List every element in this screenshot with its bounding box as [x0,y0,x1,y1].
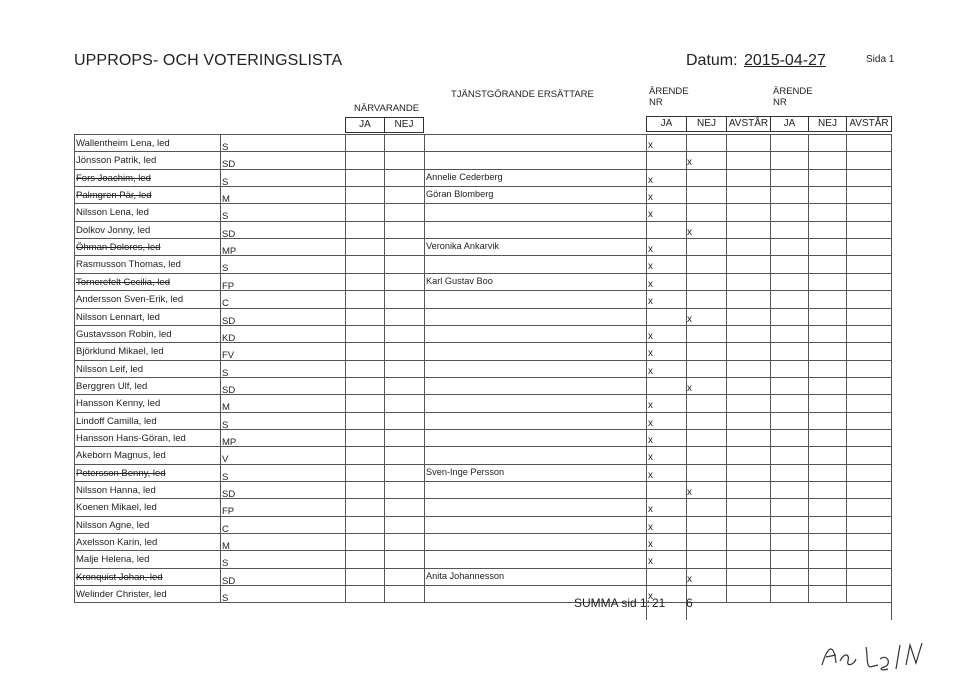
member-name: Hansson Hans-Göran, led [76,433,186,444]
member-name: Dolkov Jonny, led [76,225,151,236]
arende2-header: ÄRENDE [773,86,813,97]
vote-ja-mark: x [648,452,653,463]
narvarande-header: NÄRVARANDE [354,103,420,114]
vote-ja-mark: x [648,418,653,429]
vote-ja-mark: x [648,400,653,411]
member-party: S [222,472,229,483]
member-name: Gustavsson Robin, led [76,329,172,340]
member-name: Koenen Mikael, led [76,502,157,513]
narv-nej-header: NEJ [384,117,424,133]
arende2-nr: NR [773,97,787,108]
member-party: S [222,211,229,222]
member-name: Welinder Christer, led [76,589,167,600]
narv-ja-header: JA [345,117,385,133]
vote-header-5: NEJ [808,116,847,132]
member-party: MP [222,437,237,448]
member-party: MP [222,246,237,257]
grid-column-line [384,134,385,602]
member-name: Hansson Kenny, led [76,398,161,409]
vote-ja-mark: x [648,591,653,602]
member-name: Björklund Mikael, led [76,346,164,357]
vote-ja-mark: x [648,296,653,307]
substitute-name: Anita Johannesson [426,571,505,581]
member-name: Petersson Benny, led [76,468,166,479]
vote-ja-mark: x [648,470,653,481]
member-party: S [222,558,229,569]
grid-column-line [891,134,892,602]
summa-nej-total: 6 [686,596,693,610]
member-name: Wallentheim Lena, led [76,138,170,149]
vote-header-2: NEJ [686,116,727,132]
substitute-name: Sven-Inge Persson [426,467,505,477]
vote-header-3: AVSTÅR [726,116,771,132]
member-name: Andersson Sven-Erik, led [76,294,184,305]
member-party: M [222,402,230,413]
grid-column-line [220,134,221,602]
page-title: UPPROPS- OCH VOTERINGSLISTA [74,52,343,69]
vote-nej-mark: x [687,574,692,585]
member-name: Nilsson Agne, led [76,520,150,531]
member-party: SD [222,576,236,587]
substitute-name: Göran Blomberg [426,189,494,199]
substitute-name: Veronika Ankarvik [426,241,500,251]
member-party: V [222,454,229,465]
member-party: FV [222,350,235,361]
member-name: Nilsson Lena, led [76,207,149,218]
datum-label: Datum: [686,52,738,69]
member-name: Rasmusson Thomas, led [76,259,181,270]
page-number: Sida 1 [866,54,895,65]
substitute-name: Annelie Cederberg [426,172,503,182]
grid-column-line [74,134,75,602]
vote-ja-mark: x [648,261,653,272]
member-name: Malje Helena, led [76,554,150,565]
member-name: Akeborn Magnus, led [76,450,166,461]
substitute-name: Karl Gustav Boo [426,276,493,286]
vote-nej-mark: x [687,227,692,238]
summa-label: SUMMA sid 1: [574,596,651,610]
vote-ja-mark: x [648,366,653,377]
member-party: M [222,194,230,205]
arende1-header: ÄRENDE [649,86,689,97]
member-name: Palmgren Pär, led [76,190,152,201]
member-party: S [222,263,229,274]
datum-value: 2015-04-27 [744,52,826,69]
member-name: Nilsson Lennart, led [76,312,160,323]
member-name: Jönsson Patrik, led [76,155,157,166]
member-party: M [222,541,230,552]
member-party: SD [222,229,236,240]
vote-ja-mark: x [648,175,653,186]
vote-ja-mark: x [648,192,653,203]
vote-nej-mark: x [687,157,692,168]
tjanstgorande-header: TJÄNSTGÖRANDE ERSÄTTARE [451,89,594,100]
vote-ja-mark: x [648,244,653,255]
grid-column-line [686,134,687,602]
vote-nej-mark: x [687,314,692,325]
vote-header-6: AVSTÅR [846,116,892,132]
grid-summary-line [891,602,892,620]
grid-column-line [646,134,647,602]
vote-ja-mark: x [648,331,653,342]
member-party: FP [222,281,235,292]
member-party: FP [222,506,235,517]
vote-ja-mark: x [648,348,653,359]
vote-header-1: JA [646,116,687,132]
member-party: S [222,420,229,431]
member-party: S [222,142,229,153]
member-name: Axelsson Karin, led [76,537,158,548]
vote-ja-mark: x [648,556,653,567]
grid-column-line [726,134,727,602]
vote-header-4: JA [770,116,809,132]
member-name: Kronquist Johan, led [76,572,163,583]
vote-ja-mark: x [648,539,653,550]
member-party: KD [222,333,236,344]
vote-ja-mark: x [648,209,653,220]
member-party: C [222,524,229,535]
member-name: Nilsson Hanna, led [76,485,156,496]
member-name: Öhman Dolores, led [76,242,161,253]
member-name: Lindoff Camilla, led [76,416,157,427]
vote-ja-mark: x [648,504,653,515]
vote-ja-mark: x [648,435,653,446]
member-name: Fors Joachim, led [76,173,151,184]
grid-column-line [345,134,346,602]
summa-ja-total: 21 [652,596,666,610]
member-name: Nilsson Leif, led [76,364,144,375]
handwritten-signature [818,635,928,673]
member-party: S [222,593,229,604]
vote-ja-mark: x [648,279,653,290]
member-party: S [222,177,229,188]
member-name: Tornerefelt Cecilia, led [76,277,170,288]
member-name: Berggren Ulf, led [76,381,148,392]
member-party: SD [222,489,236,500]
member-party: SD [222,159,236,170]
grid-column-line [770,134,771,602]
grid-column-line [846,134,847,602]
vote-nej-mark: x [687,383,692,394]
member-party: SD [222,385,236,396]
member-party: S [222,368,229,379]
vote-ja-mark: x [648,522,653,533]
grid-column-line [808,134,809,602]
member-party: C [222,298,229,309]
vote-nej-mark: x [687,487,692,498]
grid-column-line [424,134,425,602]
vote-ja-mark: x [648,140,653,151]
arende1-nr: NR [649,97,663,108]
member-party: SD [222,316,236,327]
